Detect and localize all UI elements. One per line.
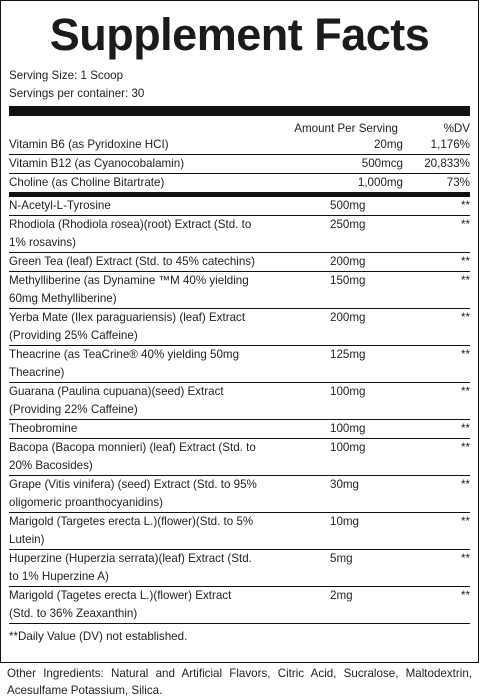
ingredient-amount: 5mg bbox=[330, 552, 353, 565]
nutrient-name: Choline (as Choline Bitartrate) bbox=[9, 176, 165, 189]
ingredient-name-line: to 1% Huperzine A) bbox=[9, 570, 109, 583]
ingredient-name bbox=[9, 346, 278, 382]
table-row bbox=[9, 512, 470, 549]
ingredient-dv: ** bbox=[460, 348, 470, 361]
table-row bbox=[9, 345, 470, 382]
ingredient-name-line: 60mg Methylliberine) bbox=[9, 292, 117, 305]
ingredient-name-line: 20% Bacosides) bbox=[9, 459, 93, 472]
nutrient-name: Vitamin B12 (as Cyanocobalamin) bbox=[9, 157, 185, 170]
table-row bbox=[9, 586, 470, 623]
amount-header: Amount Per Serving bbox=[294, 121, 398, 135]
servings-per-container: Servings per container: 30 bbox=[9, 87, 145, 100]
table-row bbox=[9, 308, 470, 345]
ingredient-dv: ** bbox=[460, 218, 470, 231]
ingredient-amount: 125mg bbox=[330, 348, 366, 361]
ingredient-amount: 150mg bbox=[330, 274, 366, 287]
ingredient-dv: ** bbox=[460, 199, 470, 212]
nutrient-amount: 500mcg bbox=[361, 157, 403, 170]
ingredient-name-line: Theobromine bbox=[9, 422, 78, 435]
ingredient-name-line: 1% rosavins) bbox=[9, 236, 77, 249]
ingredient-name bbox=[9, 587, 278, 623]
ingredient-amount: 100mg bbox=[330, 422, 366, 435]
ingredient-name bbox=[9, 476, 278, 512]
ingredient-name-line: Lutein) bbox=[9, 533, 45, 546]
ingredient-dv: ** bbox=[460, 385, 470, 398]
table-row bbox=[9, 271, 470, 308]
nutrient-dv: 73% bbox=[446, 176, 470, 189]
ingredient-name bbox=[9, 253, 278, 271]
ingredient-amount: 200mg bbox=[330, 311, 366, 324]
vitamin-rows bbox=[9, 136, 470, 192]
ingredient-name-line: Bacopa (Bacopa monnieri) (leaf) Extract (Std. to bbox=[9, 441, 256, 454]
table-row bbox=[9, 549, 470, 586]
footnote: **Daily Value (DV) not established. bbox=[9, 623, 470, 645]
other-ingredients: Other Ingredients: Natural and Artificial Flavors, Citric Acid, Sucralose, Maltodextrin, Acesulfame Potassium, Silica. bbox=[7, 667, 472, 697]
ingredient-name-line: (Providing 25% Caffeine) bbox=[9, 329, 138, 342]
ingredient-name-line: Grape (Vitis vinifera) (seed) Extract (Std. to 95% bbox=[9, 478, 257, 491]
ingredient-rows bbox=[9, 197, 470, 623]
ingredient-amount: 500mg bbox=[330, 199, 366, 212]
ingredient-name-line: Huperzine (Huperzia serrata)(leaf) Extract (Std. bbox=[9, 552, 252, 565]
ingredient-name-line: (Std. to 36% Zeaxanthin) bbox=[9, 607, 138, 620]
ingredient-name bbox=[9, 439, 278, 475]
ingredient-name-line: Rhodiola (Rhodiola rosea)(root) Extract (Std. to bbox=[9, 218, 252, 231]
ingredient-name bbox=[9, 550, 278, 586]
table-row bbox=[9, 173, 470, 192]
ingredient-name bbox=[9, 513, 278, 549]
ingredient-dv: ** bbox=[460, 478, 470, 491]
ingredient-name-line: Theacrine) bbox=[9, 366, 65, 379]
table-row bbox=[9, 475, 470, 512]
ingredient-amount: 2mg bbox=[330, 589, 353, 602]
ingredient-name-line: Guarana (Paulina cupuana)(seed) Extract bbox=[9, 385, 224, 398]
ingredient-dv: ** bbox=[460, 311, 470, 324]
serving-info bbox=[1, 63, 478, 103]
ingredient-dv: ** bbox=[460, 515, 470, 528]
ingredient-amount: 30mg bbox=[330, 478, 360, 491]
table-row bbox=[9, 252, 470, 271]
ingredient-name-line: Yerba Mate (Ilex paraguariensis) (leaf) Extract bbox=[9, 311, 246, 324]
nutrient-amount: 20mg bbox=[373, 138, 403, 151]
table-row bbox=[9, 136, 470, 154]
ingredient-amount: 10mg bbox=[330, 515, 360, 528]
ingredient-name-line: Marigold (Tagetes erecta L.)(flower) Extract bbox=[9, 589, 232, 602]
table-row bbox=[9, 154, 470, 173]
ingredient-amount: 250mg bbox=[330, 218, 366, 231]
ingredient-name bbox=[9, 272, 278, 308]
table-row bbox=[9, 438, 470, 475]
ingredient-dv: ** bbox=[460, 441, 470, 454]
ingredient-dv: ** bbox=[460, 255, 470, 268]
ingredient-name bbox=[9, 197, 278, 215]
table-row bbox=[9, 382, 470, 419]
table-row bbox=[9, 215, 470, 252]
ingredient-amount: 100mg bbox=[330, 385, 366, 398]
ingredient-dv: ** bbox=[460, 422, 470, 435]
nutrient-amount: 1,000mg bbox=[357, 176, 403, 189]
nutrient-dv: 20,833% bbox=[424, 157, 470, 170]
column-header bbox=[9, 120, 470, 136]
ingredient-name bbox=[9, 309, 278, 345]
thick-divider bbox=[9, 106, 470, 116]
table-row bbox=[9, 197, 470, 215]
ingredient-amount: 100mg bbox=[330, 441, 366, 454]
ingredient-dv: ** bbox=[460, 589, 470, 602]
nutrient-dv: 1,176% bbox=[430, 138, 470, 151]
ingredient-name-line: Theacrine (as TeaCrine® 40% yielding 50mg bbox=[9, 348, 240, 361]
ingredient-name bbox=[9, 420, 278, 438]
ingredient-name-line: (Providing 22% Caffeine) bbox=[9, 403, 138, 416]
ingredient-name-line: N-Acetyl-L-Tyrosine bbox=[9, 199, 111, 212]
ingredient-name-line: Methylliberine (as Dynamine ™M 40% yielding bbox=[9, 274, 249, 287]
ingredient-name bbox=[9, 216, 278, 252]
ingredient-name-line: Green Tea (leaf) Extract (Std. to 45% catechins) bbox=[9, 255, 255, 268]
nutrient-name: Vitamin B6 (as Pyridoxine HCI) bbox=[9, 138, 169, 151]
dv-header: %DV bbox=[443, 121, 470, 135]
ingredient-dv: ** bbox=[460, 552, 470, 565]
ingredient-name-line: oligomeric proanthocyanidins) bbox=[9, 496, 164, 509]
ingredient-amount: 200mg bbox=[330, 255, 366, 268]
ingredient-name bbox=[9, 383, 278, 419]
table-row bbox=[9, 419, 470, 438]
ingredient-dv: ** bbox=[460, 274, 470, 287]
panel-title: Supplement Facts bbox=[49, 9, 430, 60]
ingredient-name-line: Marigold (Targetes erecta L.)(flower)(Std. to 5% bbox=[9, 515, 254, 528]
serving-size: Serving Size: 1 Scoop bbox=[9, 69, 124, 82]
